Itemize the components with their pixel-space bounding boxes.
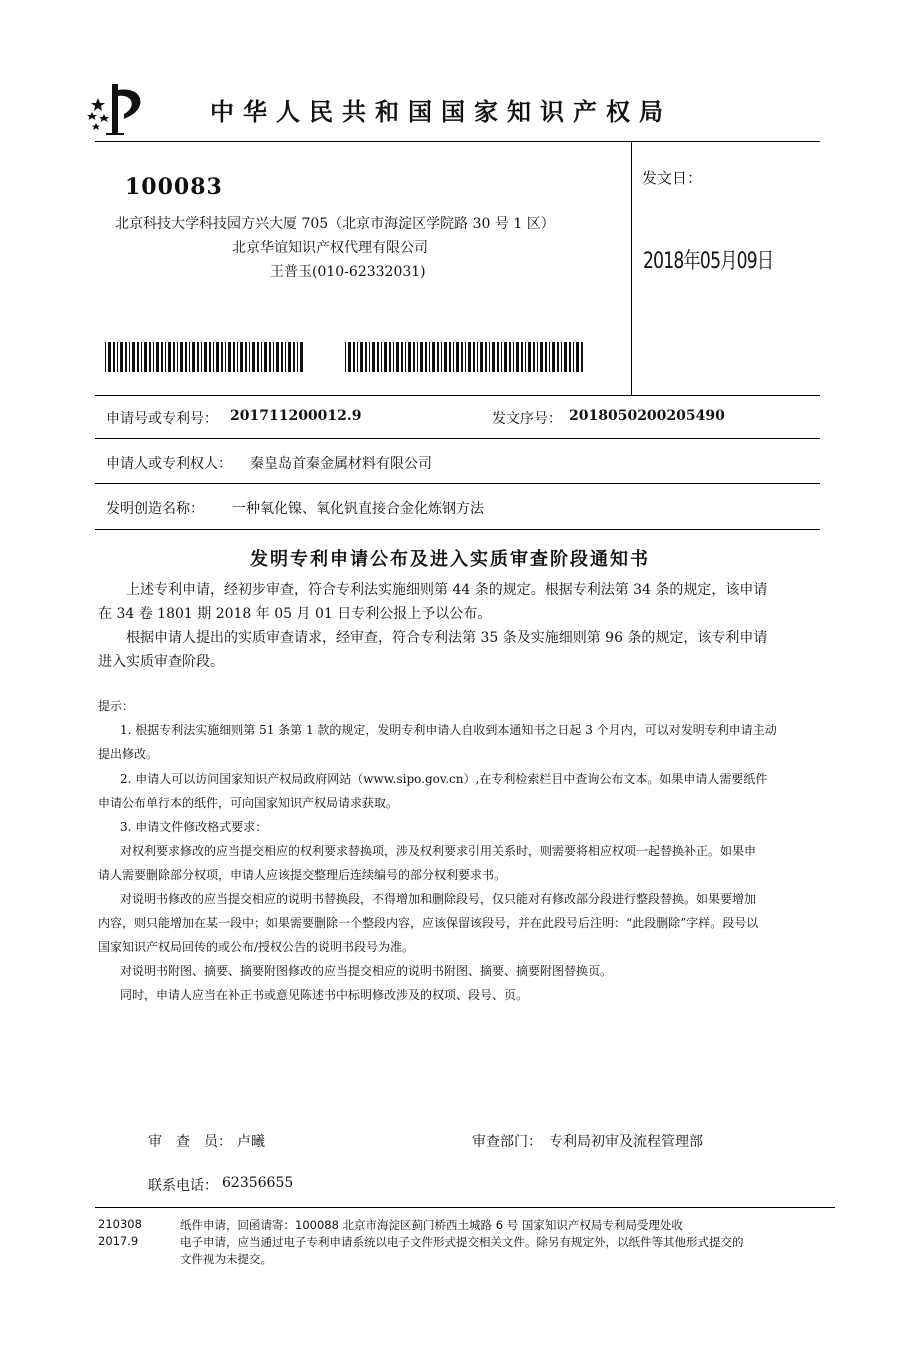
barcode-bar bbox=[132, 342, 135, 372]
barcode-bar bbox=[173, 342, 175, 372]
invention-label: 发明创造名称： bbox=[106, 501, 204, 517]
barcode-bar bbox=[429, 342, 430, 372]
barcode-bar bbox=[581, 342, 583, 372]
barcode-bar bbox=[264, 342, 267, 372]
barcode-bar bbox=[348, 342, 351, 372]
barcode-bar bbox=[285, 342, 286, 372]
barcode-bar bbox=[437, 342, 439, 372]
barcode-bar bbox=[345, 342, 346, 372]
department-label: 审查部门： bbox=[472, 1134, 542, 1150]
tip-2: 2. 申请人可以访问国家知识产权局政府网站（www.sipo.gov.cn）,在专利检索栏目中查询公布文本。如果申请人需要纸件 bbox=[120, 772, 768, 786]
barcode-bar bbox=[365, 342, 367, 372]
serial-number: 2018050200205490 bbox=[569, 408, 725, 424]
barcode-bar bbox=[525, 342, 526, 372]
tip-3b: 对说明书修改的应当提交相应的说明书替换段，不得增加和删除段号，仅只能对有修改部分段进行整段替换。如果要增加 bbox=[120, 892, 757, 906]
notice-paragraph-1-cont: 在 34 卷 1801 期 2018 年 05 月 01 日专利公报上予以公布。 bbox=[98, 606, 492, 622]
barcode-bar bbox=[293, 342, 295, 372]
barcode-bar bbox=[528, 342, 531, 372]
barcode-bar bbox=[221, 342, 223, 372]
barcode-bar bbox=[465, 342, 466, 372]
barcode-bar bbox=[576, 342, 579, 372]
barcode-bar bbox=[501, 342, 502, 372]
barcode-bar bbox=[213, 342, 214, 372]
barcode-bar bbox=[233, 342, 235, 372]
barcode-bar bbox=[420, 342, 423, 372]
barcode-bar bbox=[537, 342, 538, 372]
barcode-bar bbox=[156, 342, 159, 372]
barcode-bar bbox=[360, 342, 363, 372]
barcode-bar bbox=[477, 342, 478, 372]
barcode-bar bbox=[300, 342, 303, 372]
office-title: 中华人民共和国国家知识产权局 bbox=[210, 98, 672, 126]
barcode-bar bbox=[497, 342, 499, 372]
tip-3a-cont: 请人需要删除部分权项，申请人应该提交整理后连续编号的部分权利要求书。 bbox=[98, 868, 507, 882]
barcode-bar bbox=[389, 342, 391, 372]
application-number-label: 申请号或专利号： bbox=[106, 411, 218, 427]
barcode-bar bbox=[161, 342, 163, 372]
barcode-bar bbox=[377, 342, 379, 372]
applicant-label: 申请人或专利权人： bbox=[106, 456, 232, 472]
barcode-bar bbox=[165, 342, 166, 372]
tip-3b-cont-2: 国家知识产权局回传的或公布/授权公告的说明书段号为准。 bbox=[98, 940, 415, 954]
barcode-bar bbox=[249, 342, 250, 372]
tip-3a: 对权利要求修改的应当提交相应的权利要求替换项，涉及权利要求引用关系时，则需要将相应权项一起替换补正。如果申 bbox=[120, 844, 757, 858]
barcode-bar bbox=[396, 342, 399, 372]
barcode-bar bbox=[485, 342, 487, 372]
barcode-right bbox=[345, 342, 585, 372]
barcode-bar bbox=[473, 342, 475, 372]
dispatch-date: 2018年05月09日 bbox=[643, 249, 774, 274]
application-number: 201711200012.9 bbox=[230, 408, 362, 424]
row-divider bbox=[95, 529, 820, 530]
examiner-name: 卢曦 bbox=[237, 1134, 265, 1150]
barcode-bar bbox=[441, 342, 442, 372]
barcode-bar bbox=[384, 342, 387, 372]
barcode-bar bbox=[492, 342, 495, 372]
barcode-bar bbox=[269, 342, 271, 372]
address-line-1: 北京科技大学科技园方兴大厦 705（北京市海淀区学院路 30 号 1 区） bbox=[115, 216, 555, 232]
barcode-bar bbox=[569, 342, 571, 372]
barcode-bar bbox=[108, 342, 111, 372]
barcode-bar bbox=[185, 342, 187, 372]
sipo-logo-icon bbox=[84, 76, 164, 140]
barcode-bar bbox=[120, 342, 123, 372]
notice-paragraph-2-cont: 进入实质审查阶段。 bbox=[98, 654, 224, 670]
footer-divider bbox=[95, 1207, 835, 1208]
barcode-bar bbox=[401, 342, 403, 372]
barcode-bar bbox=[372, 342, 375, 372]
barcode-bar bbox=[489, 342, 490, 372]
barcode-bar bbox=[209, 342, 211, 372]
form-version: 2017.9 bbox=[98, 1234, 139, 1248]
tip-3: 3. 申请文件修改格式要求： bbox=[120, 820, 268, 834]
barcode-bar bbox=[225, 342, 226, 372]
tip-1: 1. 根据专利法实施细则第 51 条第 1 款的规定，发明专利申请人自收到本通知书之日起 3 个月内，可以对发明专利申请主动 bbox=[120, 723, 777, 737]
postcode: 100083 bbox=[125, 174, 223, 200]
barcode-bar bbox=[557, 342, 559, 372]
barcode-bar bbox=[357, 342, 358, 372]
barcode-bar bbox=[129, 342, 130, 372]
barcode-bar bbox=[480, 342, 483, 372]
barcode-bar bbox=[245, 342, 247, 372]
barcode-bar bbox=[453, 342, 454, 372]
barcode-bar bbox=[204, 342, 207, 372]
barcode-bar bbox=[461, 342, 463, 372]
tip-3c: 对说明书附图、摘要、摘要附图修改的应当提交相应的说明书附图、摘要、摘要附图替换页。 bbox=[120, 964, 613, 978]
invention-title: 一种氧化镍、氧化钒直接合金化炼钢方法 bbox=[232, 501, 484, 517]
tip-3d: 同时，申请人应当在补正书或意见陈述书中标明修改涉及的权项、段号、页。 bbox=[120, 988, 529, 1002]
barcode-bar bbox=[141, 342, 142, 372]
barcode-bar bbox=[261, 342, 262, 372]
address-line-3: 王普玉(010-62332031) bbox=[270, 264, 426, 280]
barcode-bar bbox=[405, 342, 406, 372]
barcode-bar bbox=[432, 342, 435, 372]
row-divider bbox=[95, 438, 820, 439]
barcode-bar bbox=[540, 342, 543, 372]
barcode-bar bbox=[257, 342, 259, 372]
barcode-bar bbox=[561, 342, 562, 372]
barcode-bar bbox=[273, 342, 274, 372]
row-divider bbox=[95, 395, 820, 396]
examiner-label: 审 查 员： bbox=[148, 1134, 232, 1150]
barcode-bar bbox=[180, 342, 183, 372]
barcode-bar bbox=[516, 342, 519, 372]
barcode-bar bbox=[456, 342, 459, 372]
barcode-bar bbox=[549, 342, 550, 372]
tip-1-cont: 提出修改。 bbox=[98, 747, 159, 761]
barcode-bar bbox=[177, 342, 178, 372]
applicant-name: 秦皇岛首秦金属材料有限公司 bbox=[250, 456, 432, 472]
barcode-bar bbox=[369, 342, 370, 372]
barcode-bar bbox=[564, 342, 567, 372]
phone-number: 62356655 bbox=[222, 1175, 294, 1191]
barcode-bar bbox=[105, 342, 106, 372]
notice-title: 发明专利申请公布及进入实质审查阶段通知书 bbox=[250, 549, 650, 570]
barcode-bar bbox=[201, 342, 202, 372]
barcode-bar bbox=[281, 342, 283, 372]
barcode-bar bbox=[413, 342, 415, 372]
form-code: 210308 bbox=[98, 1217, 142, 1231]
barcode-bar bbox=[545, 342, 547, 372]
tip-3b-cont: 内容，则只能增加在某一段中；如果需要删除一个整段内容，应该保留该段号，并在此段号后注明：“此段删除”字样。段号以 bbox=[98, 916, 759, 930]
notice-paragraph-2: 根据申请人提出的实质审查请求，经审查，符合专利法第 35 条及实施细则第 96 条的规定，该专利申请 bbox=[126, 630, 768, 646]
department-name: 专利局初审及流程管理部 bbox=[549, 1134, 703, 1150]
barcode-left bbox=[105, 342, 305, 372]
barcode-bar bbox=[468, 342, 471, 372]
barcode-bar bbox=[137, 342, 139, 372]
barcode-bar bbox=[297, 342, 298, 372]
barcode-bar bbox=[117, 342, 118, 372]
barcode-bar bbox=[288, 342, 291, 372]
barcode-bar bbox=[228, 342, 231, 372]
barcode-bar bbox=[393, 342, 394, 372]
barcode-bar bbox=[237, 342, 238, 372]
barcode-bar bbox=[408, 342, 411, 372]
barcode-bar bbox=[113, 342, 115, 372]
barcode-bar bbox=[189, 342, 190, 372]
barcode-bar bbox=[381, 342, 382, 372]
footer-line-2: 电子申请，应当通过电子专利申请系统以电子文件形式提交相关文件。除另有规定外，以纸件等其他形式提交的 bbox=[180, 1235, 744, 1249]
footer-line-1: 纸件申请，回函请寄：100088 北京市海淀区蓟门桥西土城路 6 号 国家知识产权局专利局受理处收 bbox=[180, 1218, 683, 1232]
barcode-bar bbox=[168, 342, 171, 372]
barcode-bar bbox=[153, 342, 154, 372]
barcode-bar bbox=[513, 342, 514, 372]
address-block-divider bbox=[631, 141, 632, 395]
barcode-bar bbox=[449, 342, 451, 372]
barcode-bar bbox=[125, 342, 127, 372]
barcode-bar bbox=[149, 342, 151, 372]
barcode-bar bbox=[444, 342, 447, 372]
tip-2-cont: 申请公布单行本的纸件，可向国家知识产权局请求获取。 bbox=[98, 796, 399, 810]
barcode-bar bbox=[417, 342, 418, 372]
phone-label: 联系电话： bbox=[148, 1178, 218, 1194]
serial-number-label: 发文序号： bbox=[492, 411, 562, 427]
tips-heading: 提示： bbox=[98, 699, 135, 713]
barcode-bar bbox=[521, 342, 523, 372]
barcode-bar bbox=[353, 342, 355, 372]
barcode-bar bbox=[216, 342, 219, 372]
address-line-2: 北京华谊知识产权代理有限公司 bbox=[232, 240, 428, 256]
notice-paragraph-1: 上述专利申请，经初步审查，符合专利法实施细则第 44 条的规定。根据专利法第 34 条的规定，该申请 bbox=[126, 582, 768, 598]
barcode-bar bbox=[192, 342, 195, 372]
dispatch-date-label: 发文日： bbox=[642, 169, 703, 187]
barcode-bar bbox=[252, 342, 255, 372]
barcode-bar bbox=[504, 342, 507, 372]
barcode-bar bbox=[509, 342, 511, 372]
barcode-bar bbox=[533, 342, 535, 372]
row-divider bbox=[95, 483, 820, 484]
barcode-bar bbox=[573, 342, 574, 372]
footer-line-3: 文件视为未提交。 bbox=[180, 1252, 272, 1266]
barcode-bar bbox=[144, 342, 147, 372]
header-divider bbox=[95, 141, 820, 142]
barcode-bar bbox=[552, 342, 555, 372]
barcode-bar bbox=[425, 342, 427, 372]
barcode-bar bbox=[240, 342, 243, 372]
barcode-bar bbox=[197, 342, 199, 372]
barcode-bar bbox=[276, 342, 279, 372]
